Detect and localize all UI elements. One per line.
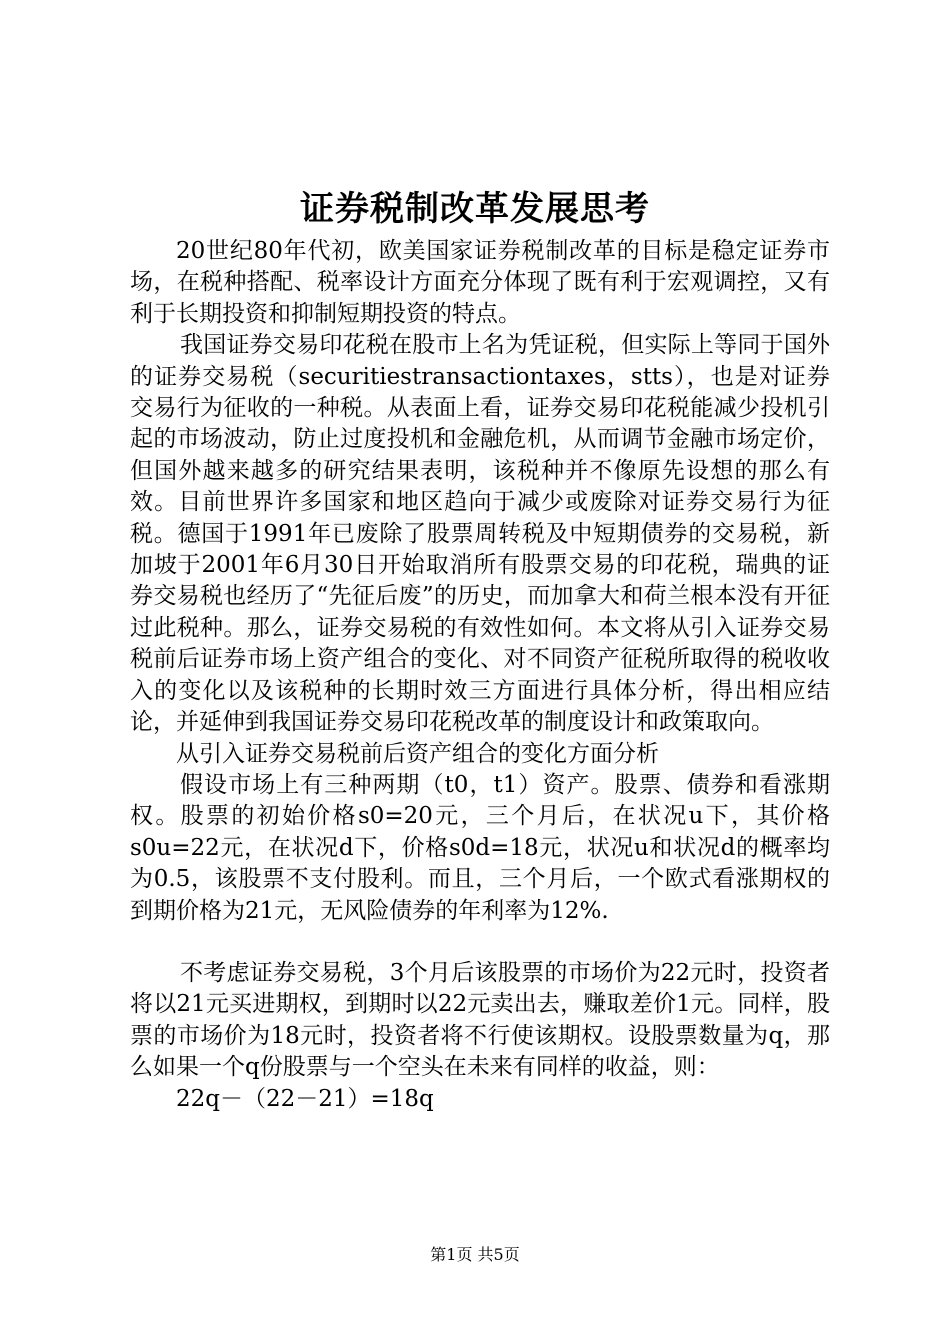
page-title: 证券税制改革发展思考 bbox=[300, 189, 650, 229]
paragraph-no-tax-case: 不考虑证券交易税，3个月后该股票的市场价为22元时，投资者将以21元买进期权，到期时以22元卖出去，赚取差价1元。同样，股票的市场价为18元时，投资者将不行使该期权。设股票数量为q，那么如果一个q份股票与一个空头在未来有同样的收益，则： bbox=[130, 959, 830, 1081]
paragraph-stamp-tax: 我国证券交易印花税在股市上名为凭证税，但实际上等同于国外的证券交易税（securitiestransactiontaxes，stts），也是对证券交易行为征收的一种税。从表面上看，证券交易印花税能减少投机引起的市场波动，防止过度投机和金融危机，从而调节金融市场定价，但国外越来越多的研究结果表明，该税种并不像原先设想的那么有效。目前世界许多国家和地区趋向于减少或废除对证券交易行为征税。德国于1991年已废除了股票周转税及中短期债券的交易税，新加坡于2001年6月30日开始取消所有股票交易的印花税，瑞典的证券交易税也经历了“先征后废”的历史，而加拿大和荷兰根本没有开征过此税种。那么，证券交易税的有效性如何。本文将从引入证券交易税前后证券市场上资产组合的变化、对不同资产征税所取得的税收收入的变化以及该税种的长期时效三方面进行具体分析，得出相应结论，并延伸到我国证券交易印花税改革的制度设计和政策取向。 bbox=[130, 332, 830, 736]
paragraph-intro: 20世纪80年代初，欧美国家证券税制改革的目标是稳定证券市场，在税种搭配、税率设计方面充分体现了既有利于宏观调控，又有利于长期投资和抑制短期投资的特点。 bbox=[130, 238, 830, 327]
page-footer: 第1页 共5页 bbox=[430, 1245, 520, 1264]
formula-line: 22q－（22－21）=18q bbox=[176, 1085, 434, 1112]
section-heading-portfolio: 从引入证券交易税前后资产组合的变化方面分析 bbox=[176, 740, 659, 767]
document-body bbox=[130, 236, 830, 1115]
paragraph-spacer bbox=[130, 927, 830, 958]
paragraph-assumption: 假设市场上有三种两期（t0，t1）资产。股票、债券和看涨期权。股票的初始价格s0=20元，三个月后，在状况u下，其价格s0u=22元，在状况d下，价格s0d=18元，状况u和状况d的概率均为0.5，该股票不支付股利。而且，三个月后，一个欧式看涨期权的到期价格为21元，无风险债券的年利率为12%. bbox=[130, 771, 830, 924]
